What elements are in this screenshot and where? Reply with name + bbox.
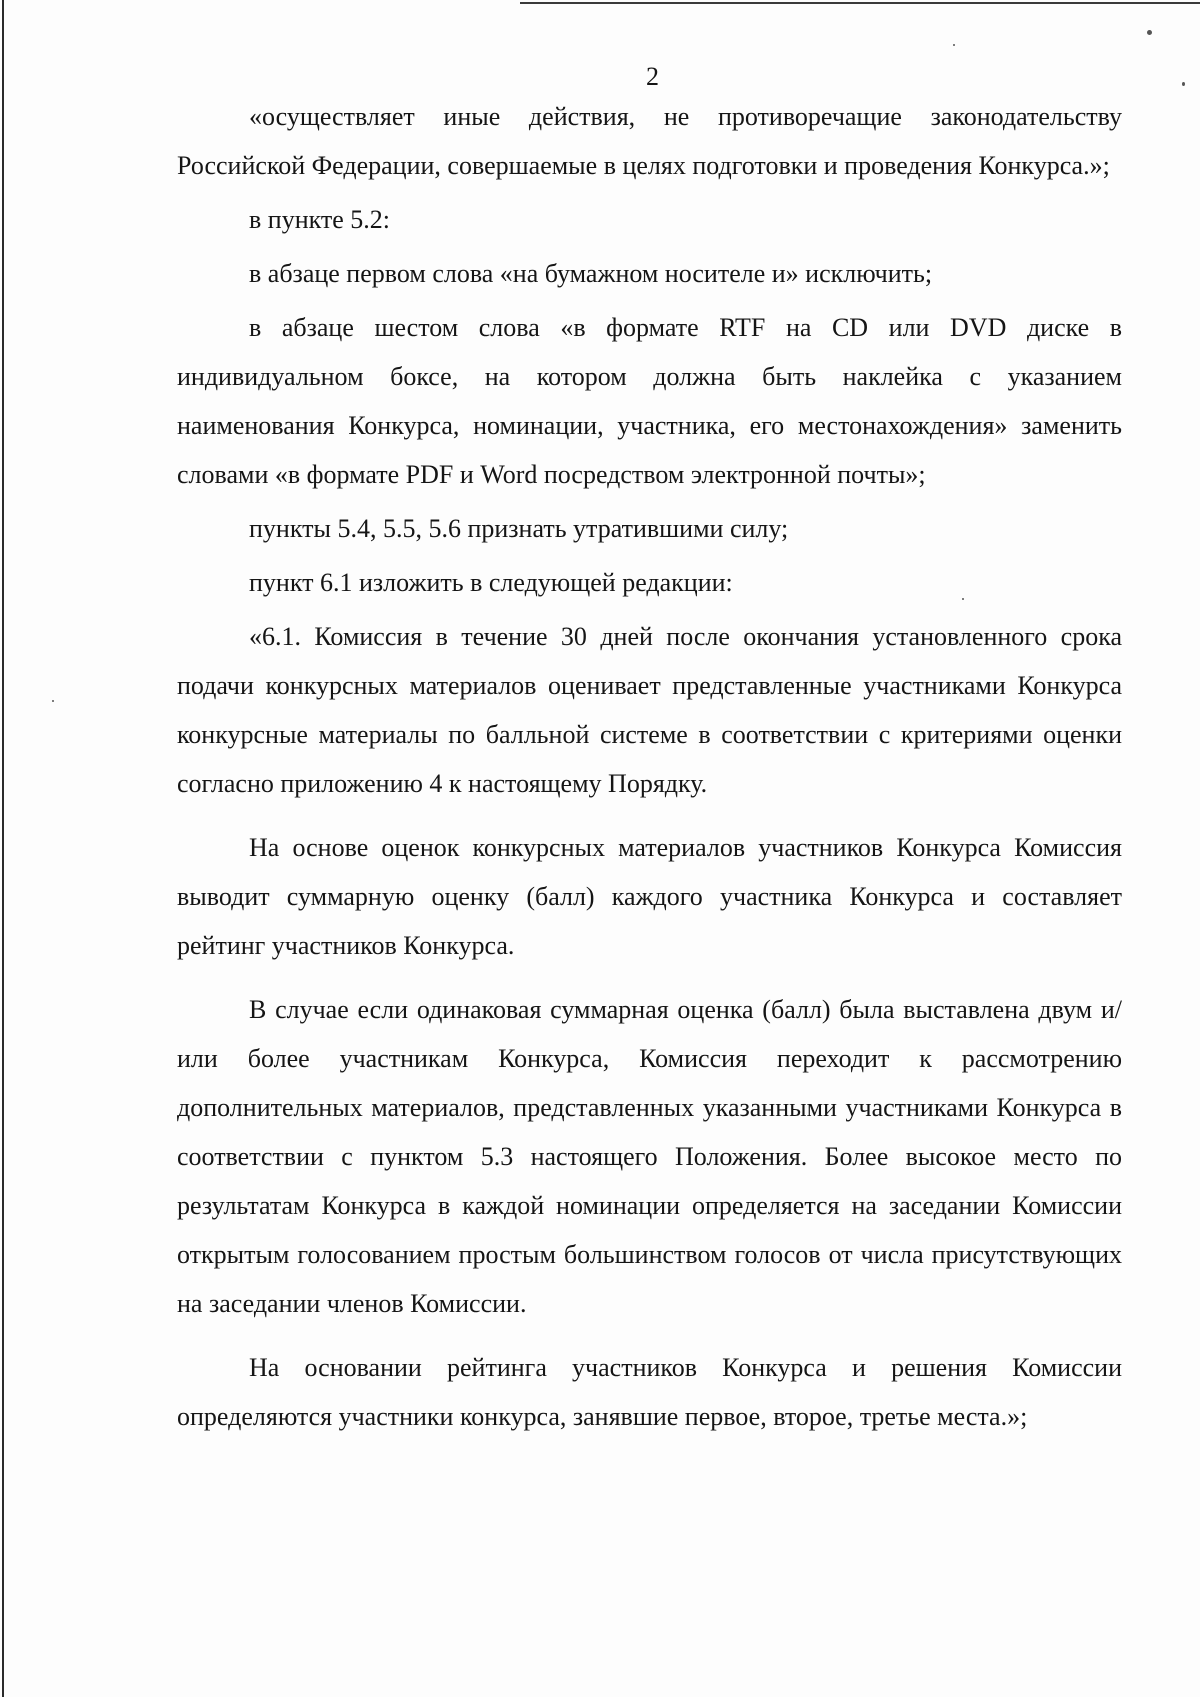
paragraph-clause-5-2: в пункте 5.2:: [249, 205, 391, 234]
scan-speck: [953, 44, 955, 46]
paragraph-rating: На основе оценок конкурсных материалов участников Конкурса Комиссия выводит суммарную оценку (балл) каждого участника Конкурса и составляет рейтинг участников Конкурса.: [177, 833, 1122, 960]
paragraph-clause-6-1: «6.1. Комиссия в течение 30 дней после окончания установленного срока подачи конкурсных материалов оценивает представленные участниками Конкурса конкурсные материалы по балльной системе в соответствии с критериями оценки согласно приложению 4 к настоящему Порядку.: [177, 622, 1122, 798]
scan-edge-left: [2, 0, 4, 1697]
scan-speck: [1147, 30, 1152, 35]
paragraph-invalidated-clauses: пункты 5.4, 5.5, 5.6 признать утратившими силу;: [249, 514, 789, 543]
page-number: 2: [646, 62, 659, 91]
paragraph-other-actions: «осуществляет иные действия, не противоречащие законодательству Российской Федерации, совершаемые в целях подготовки и проведения Конкурса.»;: [177, 102, 1122, 180]
scan-edge-top: [520, 2, 1200, 4]
paragraph-first-indent: в абзаце первом слова «на бумажном носителе и» исключить;: [249, 259, 933, 288]
document-body: [177, 92, 1122, 1441]
paragraph-equal-scores: В случае если одинаковая суммарная оценка (балл) была выставлена двум и/или более участникам Конкурса, Комиссия переходит к рассмотрению дополнительных материалов, представленных указанными участниками Конкурса в соответствии с пунктом 5.3 настоящего Положения. Более высокое место по результатам Конкурса в каждой номинации определяется на заседании Комиссии открытым голосованием простым большинством голосов от числа присутствующих на заседании членов Комиссии.: [177, 995, 1122, 1318]
paragraph-sixth-indent: в абзаце шестом слова «в формате RTF на CD или DVD диске в индивидуальном боксе, на котором должна быть наклейка с указанием наименования Конкурса, номинации, участника, его местонахождения» заменить словами «в формате PDF и Word посредством электронной почты»;: [177, 313, 1122, 489]
paragraph-winners: На основании рейтинга участников Конкурса и решения Комиссии определяются участники конкурса, занявшие первое, второе, третье места.»;: [177, 1353, 1122, 1431]
scan-speck: [52, 700, 54, 702]
paragraph-clause-6-1-intro: пункт 6.1 изложить в следующей редакции:: [249, 568, 733, 597]
